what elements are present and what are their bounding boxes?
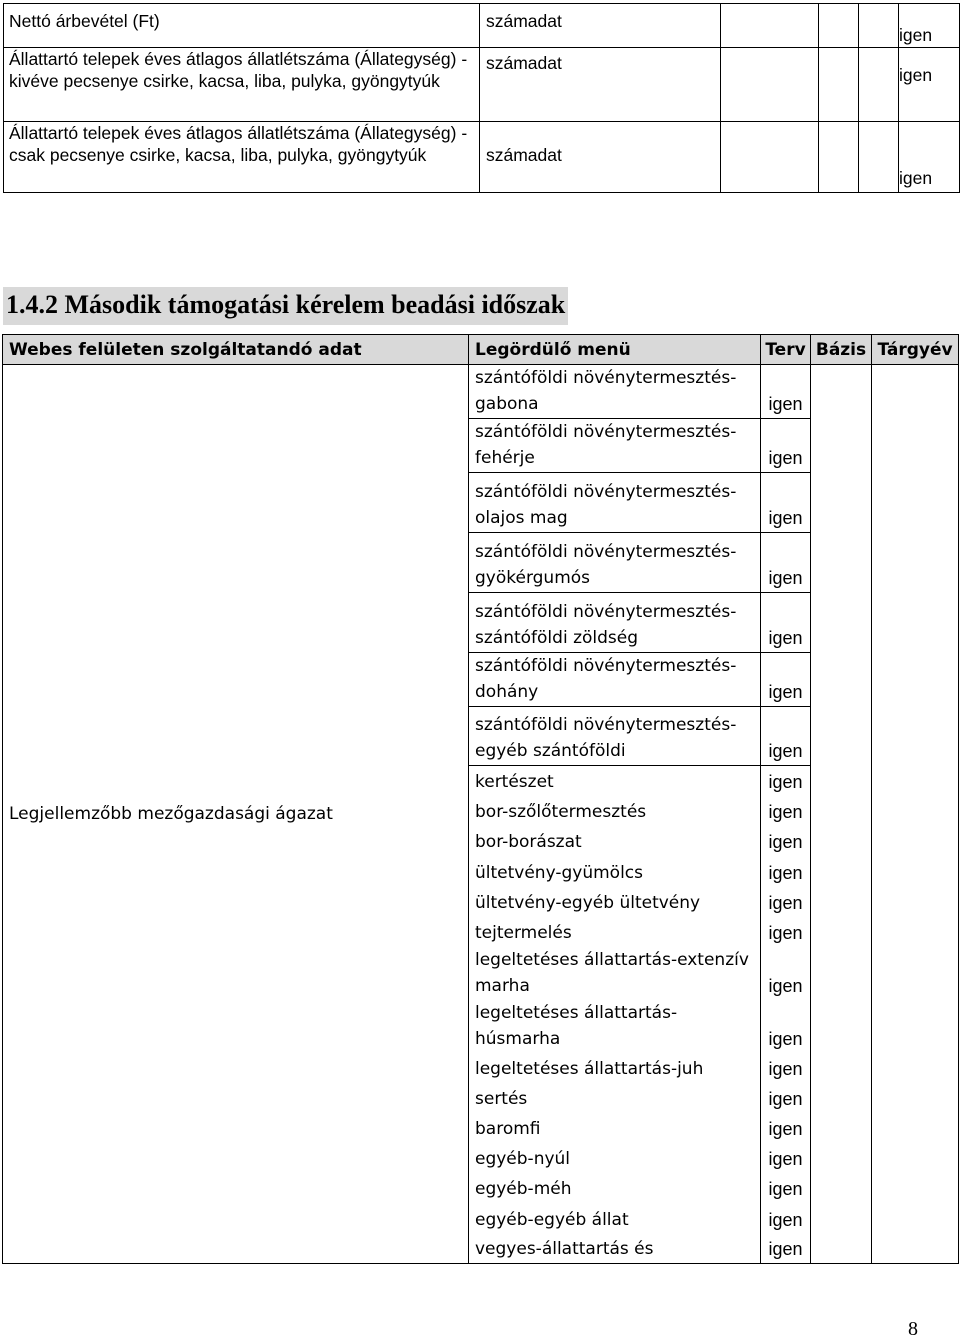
empty-cell — [721, 4, 819, 48]
dropdown-option: ültetvény-egyéb ültetvény — [469, 887, 761, 917]
row-required: igen — [899, 4, 960, 48]
bazis-value — [811, 947, 872, 1000]
terv-value: igen — [761, 1234, 811, 1264]
bazis-value — [811, 1173, 872, 1203]
header-field: Webes felületen szolgáltatandó adat — [3, 335, 469, 365]
terv-value: igen — [761, 1083, 811, 1113]
targyev-value — [872, 1000, 959, 1053]
dropdown-option: szántóföldi növénytermesztés-dohány — [469, 653, 761, 707]
section-heading: 1.4.2 Második támogatási kérelem beadási időszak — [3, 287, 568, 325]
terv-value: igen — [761, 1203, 811, 1234]
table-header-row — [3, 335, 959, 365]
terv-value: igen — [761, 887, 811, 917]
dropdown-option: ültetvény-gyümölcs — [469, 856, 761, 887]
targyev-value — [872, 766, 959, 796]
targyev-value — [872, 917, 959, 947]
bazis-value — [811, 473, 872, 533]
bazis-value — [811, 1083, 872, 1113]
terv-value: igen — [761, 917, 811, 947]
bazis-value — [811, 1113, 872, 1143]
dropdown-option: egyéb-nyúl — [469, 1143, 761, 1173]
dropdown-option: szántóföldi növénytermesztés-olajos mag — [469, 473, 761, 533]
bazis-value — [811, 533, 872, 593]
table-row — [4, 48, 960, 122]
empty-cell — [721, 122, 819, 193]
bazis-value — [811, 653, 872, 707]
targyev-value — [872, 1203, 959, 1234]
terv-value: igen — [761, 826, 811, 856]
bazis-value — [811, 1203, 872, 1234]
bazis-value — [811, 707, 872, 766]
targyev-value — [872, 473, 959, 533]
targyev-value — [872, 533, 959, 593]
targyev-value — [872, 653, 959, 707]
terv-value: igen — [761, 1000, 811, 1053]
empty-cell — [859, 4, 899, 48]
dropdown-option: bor-szőlőtermesztés — [469, 796, 761, 826]
row-label: Nettó árbevétel (Ft) — [4, 4, 480, 48]
dropdown-option: szántóföldi növénytermesztés-gabona — [469, 365, 761, 419]
terv-value: igen — [761, 707, 811, 766]
targyev-value — [872, 826, 959, 856]
table-row — [3, 365, 959, 419]
bazis-value — [811, 826, 872, 856]
targyev-value — [872, 1113, 959, 1143]
targyev-value — [872, 1083, 959, 1113]
header-terv: Terv — [761, 335, 811, 365]
dropdown-option: szántóföldi növénytermesztés-fehérje — [469, 419, 761, 473]
targyev-value — [872, 1143, 959, 1173]
bazis-value — [811, 593, 872, 653]
terv-value: igen — [761, 365, 811, 419]
dropdown-option: sertés — [469, 1083, 761, 1113]
field-label: Legjellemzőbb mezőgazdasági ágazat — [3, 365, 469, 1264]
bazis-value — [811, 887, 872, 917]
dropdown-option: szántóföldi növénytermesztés-szántóföldi zöldség — [469, 593, 761, 653]
bazis-value — [811, 1053, 872, 1083]
table-row — [4, 122, 960, 193]
page-number: 8 — [908, 1318, 918, 1340]
dropdown-option: kertészet — [469, 766, 761, 796]
empty-cell — [859, 122, 899, 193]
targyev-value — [872, 1173, 959, 1203]
targyev-value — [872, 1053, 959, 1083]
header-bazis: Bázis — [811, 335, 872, 365]
empty-cell — [819, 4, 859, 48]
targyev-value — [872, 365, 959, 419]
terv-value: igen — [761, 1053, 811, 1083]
bazis-value — [811, 1000, 872, 1053]
terv-value: igen — [761, 796, 811, 826]
dropdown-option: egyéb-egyéb állat — [469, 1203, 761, 1234]
header-targyev: Tárgyév — [872, 335, 959, 365]
row-required: igen — [899, 122, 960, 193]
bazis-value — [811, 365, 872, 419]
dropdown-option: tejtermelés — [469, 917, 761, 947]
main-data-table — [2, 334, 959, 1264]
targyev-value — [872, 856, 959, 887]
terv-value: igen — [761, 766, 811, 796]
row-type: számadat — [480, 122, 721, 193]
terv-value: igen — [761, 593, 811, 653]
empty-cell — [819, 122, 859, 193]
terv-value: igen — [761, 419, 811, 473]
terv-value: igen — [761, 856, 811, 887]
top-data-table — [3, 3, 960, 193]
terv-value: igen — [761, 1113, 811, 1143]
row-type: számadat — [480, 48, 721, 122]
bazis-value — [811, 796, 872, 826]
terv-value: igen — [761, 473, 811, 533]
dropdown-option: legeltetéses állattartás-extenzív marha — [469, 947, 761, 1000]
targyev-value — [872, 593, 959, 653]
terv-value: igen — [761, 533, 811, 593]
dropdown-option: egyéb-méh — [469, 1173, 761, 1203]
targyev-value — [872, 1234, 959, 1264]
row-label: Állattartó telepek éves átlagos állatlétszáma (Állategység) - csak pecsenye csirke, kacsa, liba, pulyka, gyöngytyúk — [4, 122, 480, 193]
dropdown-option: legeltetéses állattartás-juh — [469, 1053, 761, 1083]
bazis-value — [811, 917, 872, 947]
table-row — [4, 4, 960, 48]
dropdown-option: szántóföldi növénytermesztés-egyéb szántóföldi — [469, 707, 761, 766]
header-dropdown: Legördülő menü — [469, 335, 761, 365]
dropdown-option: baromfi — [469, 1113, 761, 1143]
bazis-value — [811, 766, 872, 796]
dropdown-option: vegyes-állattartás és — [469, 1234, 761, 1264]
dropdown-option: szántóföldi növénytermesztés-gyökérgumós — [469, 533, 761, 593]
row-label: Állattartó telepek éves átlagos állatlétszáma (Állategység) - kivéve pecsenye csirke, kacsa, liba, pulyka, gyöngytyúk — [4, 48, 480, 122]
bazis-value — [811, 856, 872, 887]
terv-value: igen — [761, 1143, 811, 1173]
terv-value: igen — [761, 1173, 811, 1203]
empty-cell — [721, 48, 819, 122]
terv-value: igen — [761, 653, 811, 707]
row-required: igen — [899, 48, 960, 122]
empty-cell — [819, 48, 859, 122]
bazis-value — [811, 1234, 872, 1264]
bazis-value — [811, 1143, 872, 1173]
row-type: számadat — [480, 4, 721, 48]
dropdown-option: legeltetéses állattartás-húsmarha — [469, 1000, 761, 1053]
dropdown-option: bor-borászat — [469, 826, 761, 856]
targyev-value — [872, 947, 959, 1000]
targyev-value — [872, 419, 959, 473]
targyev-value — [872, 887, 959, 917]
terv-value: igen — [761, 947, 811, 1000]
empty-cell — [859, 48, 899, 122]
targyev-value — [872, 796, 959, 826]
bazis-value — [811, 419, 872, 473]
targyev-value — [872, 707, 959, 766]
